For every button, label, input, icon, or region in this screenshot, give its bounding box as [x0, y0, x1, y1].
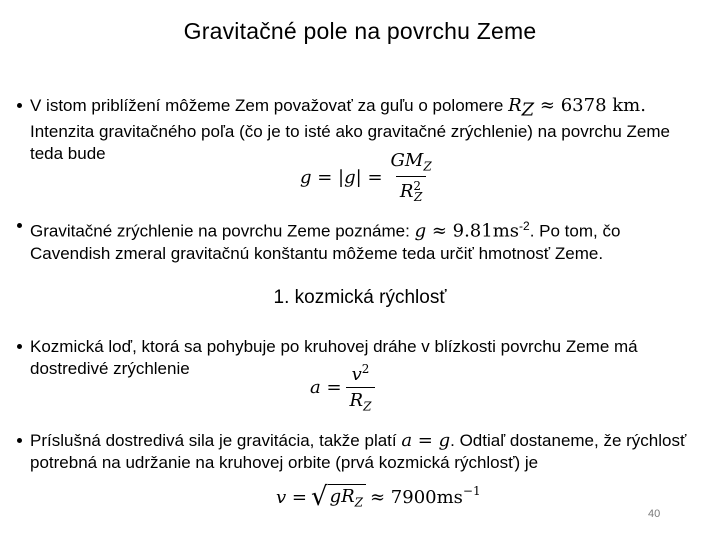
- eq-lhs: g = |: [300, 166, 345, 188]
- eq-lhs: a =: [310, 377, 342, 399]
- paragraph-text: Kozmická loď, ktorá sa pohybuje po kruhovej dráhe v blízkosti povrchu Zeme má dostredivé zrýchlenie: [30, 337, 638, 378]
- eq-numerator: GM: [390, 150, 424, 171]
- math-g-exponent: -2: [519, 219, 530, 233]
- eq-lhs: v =: [276, 486, 307, 508]
- math-equals: =: [412, 430, 439, 451]
- paragraph-text: V istom priblížení môžeme Zem považovať za guľu o polomere: [30, 96, 509, 115]
- paragraph-text: . Odtiaľ dostaneme, že rýchlosť potrebná na udržanie na kruhovej orbite (prvá kozmická rýchlosť) je: [30, 431, 687, 472]
- eq-denominator-sup: 2: [413, 178, 422, 193]
- bullet-marker: [17, 103, 22, 108]
- eq-fraction: [346, 362, 376, 414]
- math-a: a: [401, 430, 413, 451]
- page-number: 40: [648, 508, 661, 520]
- section-subtitle: 1. kozmická rýchlosť: [273, 287, 447, 308]
- eq-radicand-sub: Z: [354, 496, 363, 510]
- math-g: g: [414, 220, 427, 242]
- math-g-value: ≈ 9.81ms: [426, 220, 520, 242]
- slide-title: Gravitačné pole na povrchu Zeme: [183, 18, 537, 44]
- eq-vector-g: g: [344, 166, 356, 188]
- eq-denominator-sub: Z: [363, 399, 372, 414]
- eq-result: ≈ 7900ms: [369, 486, 463, 508]
- math-radius: R: [508, 95, 522, 116]
- bullet-marker: [17, 438, 22, 443]
- math-g: g: [438, 430, 451, 451]
- bullet-marker: [17, 223, 22, 228]
- math-radius-value: ≈ 6378 km.: [534, 95, 646, 116]
- eq-denominator-sub: Z: [414, 190, 423, 205]
- eq-result-exponent: −1: [462, 484, 481, 498]
- bullet-marker: [17, 344, 22, 349]
- eq-square-root: [311, 484, 366, 510]
- paragraph-gravity-acceleration: [30, 215, 690, 265]
- sqrt-icon: √: [310, 482, 328, 512]
- paragraph-text: . Po tom, čo Cavendish zmeral gravitačnú konštantu môžeme teda určiť hmotnosť Zeme.: [30, 221, 621, 263]
- eq-numerator: v: [351, 364, 362, 385]
- eq-rhs-equals: | =: [355, 166, 383, 188]
- eq-radicand: gR: [329, 486, 355, 508]
- equation-centripetal: [310, 362, 379, 414]
- paragraph-text: Príslušná dostredivá sila je gravitácia, takže platí: [30, 431, 402, 450]
- paragraph-first-cosmic-velocity: [30, 430, 690, 474]
- eq-numerator-sup: 2: [361, 362, 370, 376]
- paragraph-text: Gravitačné zrýchlenie na povrchu Zeme poznáme:: [30, 221, 415, 241]
- equation-gravity-intensity: [300, 150, 440, 204]
- eq-fraction: [387, 150, 436, 204]
- eq-denominator: R: [399, 180, 414, 202]
- eq-numerator-sub: Z: [423, 159, 432, 174]
- equation-first-cosmic-velocity: [276, 484, 481, 510]
- eq-denominator: R: [349, 390, 364, 411]
- math-radius-subscript: Z: [521, 99, 535, 121]
- paragraph-text: Intenzita gravitačného poľa (čo je to isté ako gravitačné zrýchlenie) na povrchu Zeme teda bude: [30, 122, 670, 164]
